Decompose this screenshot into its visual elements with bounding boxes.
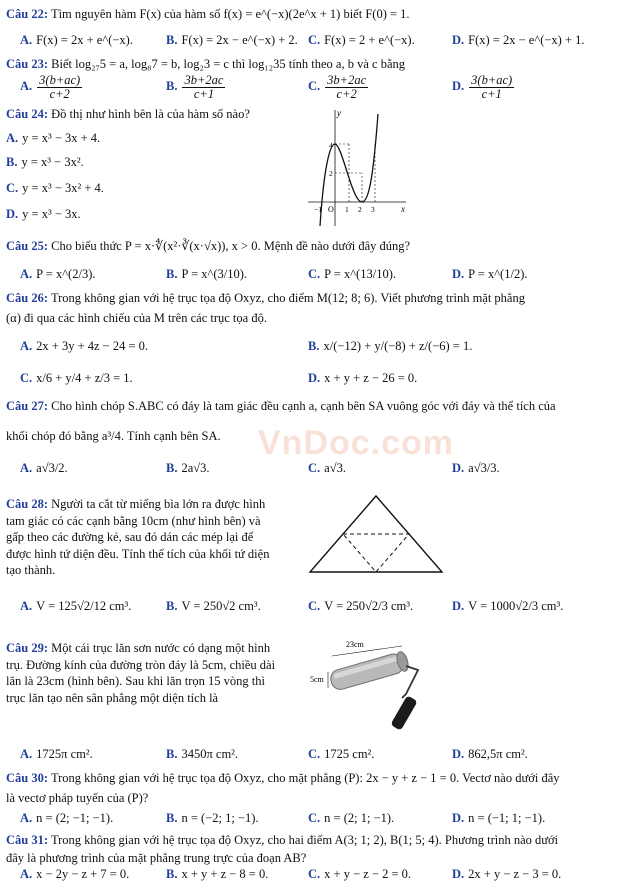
q23-option-a[interactable]: A. $\frac{3(b+ac)}{c+2}$ [20,73,81,101]
question-26 [6,290,525,306]
question-31 [6,832,558,848]
question-27-stem-2: khối chóp đó bằng a³/4. Tính cạnh bên SA. [6,429,221,443]
q28-triangle-figure [306,494,446,576]
q25-option-c[interactable]: C. P = x^(13/10). [308,267,396,281]
question-31-label: Câu 31: [6,833,49,847]
q25-option-b[interactable]: B. P = x^(3/10). [166,267,248,281]
question-23-stem: Biết log₂₇5 = a, log₈7 = b, log₂3 = c thì log₁₂35 tính theo a, b và c bằng [51,57,406,71]
question-25-label: Câu 25: [6,239,49,253]
q29-option-a[interactable]: A. 1725π cm². [20,747,93,761]
q31-option-c[interactable]: C. x + y − z − 2 = 0. [308,867,412,881]
q27-option-b[interactable]: B. 2a√3. [166,461,210,475]
question-23-label: Câu 23: [6,57,49,71]
q24-option-d[interactable]: D. y = x³ − 3x. [6,207,81,221]
question-31-stem-1: Trong không gian với hệ trục tọa độ Oxyz, cho hai điểm A(3; 1; 2), B(1; 5; 4). Phương trình nào dưới [50,833,559,847]
question-28-label: Câu 28: [6,497,49,511]
q29-option-c[interactable]: C. 1725 cm². [308,747,375,761]
question-28 [6,496,278,579]
question-24-label: Câu 24: [6,107,49,121]
graph-y-label: y [337,108,341,118]
question-27-stem-1: Cho hình chóp S.ABC có đáy là tam giác đều cạnh a, cạnh bên SA vuông góc với đáy và thể tích của [51,399,556,413]
question-26-label: Câu 26: [6,291,49,305]
q30-option-c[interactable]: C. n = (2; 1; −1). [308,811,395,825]
question-28-stem: Người ta cắt từ miếng bìa lớn ra được hình tam giác có các cạnh bằng 10cm (như hình bên) và gấp theo các đường kẻ, sau đó dán các mép lại để được hình tứ diện đều. Tính thể tích của khối tứ diện tạo thành. [6,497,270,577]
q22-option-a[interactable]: A. F(x) = 2x + e^(−x). [20,33,133,47]
q25-option-d[interactable]: D. P = x^(1/2). [452,267,528,281]
q27-option-a[interactable]: A. a√3/2. [20,461,68,475]
question-30-stem-2: là vectơ pháp tuyến của (P)? [6,791,149,805]
tick-x-3: 3 [371,205,375,214]
outer-triangle [310,496,442,572]
question-29-label: Câu 29: [6,641,49,655]
q23-option-b[interactable]: B. $\frac{3b+2ac}{c+1}$ [166,73,224,101]
question-27-label: Câu 27: [6,399,49,413]
q24-option-c[interactable]: C. y = x³ − 3x² + 4. [6,181,104,195]
q29-paint-roller-figure [306,636,446,732]
fold-lines [343,534,409,572]
question-31-stem-2: đây là phương trình của mặt phẳng trung trực của đoạn AB? [6,851,307,865]
q25-option-a[interactable]: A. P = x^(2/3). [20,267,96,281]
roller-length-label: 23cm [346,640,364,649]
question-22-stem: Tìm nguyên hàm F(x) của hàm số f(x) = e^(−x)(2e^x + 1) biết F(0) = 1. [50,7,410,21]
graph-origin: O [328,205,334,214]
q31-option-d[interactable]: D. 2x + y − z − 3 = 0. [452,867,562,881]
tick-x-neg1: −1 [314,205,322,214]
question-23 [6,56,405,72]
q27-option-c[interactable]: C. a√3. [308,461,346,475]
q29-option-b[interactable]: B. 3450π cm². [166,747,239,761]
tick-y-2: 2 [329,169,333,178]
question-22 [6,6,410,22]
question-29 [6,640,278,706]
question-30 [6,770,560,786]
question-26-stem-1: Trong không gian với hệ trục tọa độ Oxyz, cho điểm M(12; 8; 6). Viết phương trình mặt phẳng [50,291,525,305]
q26-option-a[interactable]: A. 2x + 3y + 4z − 24 = 0. [20,339,149,353]
q28-option-b[interactable]: B. V = 250√2 cm³. [166,599,261,613]
q24-option-a[interactable]: A. y = x³ − 3x + 4. [6,131,101,145]
roller-diameter-label: 5cm [310,675,324,684]
q27-option-d[interactable]: D. a√3/3. [452,461,500,475]
question-24 [6,106,250,122]
q31-option-b[interactable]: B. x + y + z − 8 = 0. [166,867,269,881]
q23-option-d[interactable]: D. $\frac{3(b+ac)}{c+1}$ [452,73,513,101]
q29-option-d[interactable]: D. 862,5π cm². [452,747,528,761]
q28-option-a[interactable]: A. V = 125√2/12 cm³. [20,599,132,613]
q30-option-a[interactable]: A. n = (2; −1; −1). [20,811,114,825]
roller-handle [390,695,417,730]
graph-x-label: x [401,204,405,214]
question-29-stem: Một cái trục lăn sơn nước có dạng một hình trụ. Đường kính của đường tròn đáy là 5cm, chiều dài lăn là 23cm (hình bên). Sau khi lăn trọn 15 vòng thì trục lăn tạo nên sân phẳng một diện tích là [6,641,276,705]
q28-option-d[interactable]: D. V = 1000√2/3 cm³. [452,599,564,613]
q22-option-d[interactable]: D. F(x) = 2x − e^(−x) + 1. [452,33,585,47]
question-25 [6,238,410,254]
q28-option-c[interactable]: C. V = 250√2/3 cm³. [308,599,414,613]
tick-y-4: 4 [329,141,333,150]
question-22-label: Câu 22: [6,7,49,21]
q24-option-b[interactable]: B. y = x³ − 3x². [6,155,84,169]
question-30-label: Câu 30: [6,771,49,785]
q23-option-c[interactable]: C. $\frac{3b+2ac}{c+2}$ [308,73,367,101]
tick-x-2: 2 [358,205,362,214]
q30-option-b[interactable]: B. n = (−2; 1; −1). [166,811,259,825]
watermark: VnDoc.com [258,424,455,462]
q26-option-b[interactable]: B. x/(−12) + y/(−8) + z/(−6) = 1. [308,339,473,353]
question-25-stem: Cho biểu thức P = x·∜(x²·∛(x·√x)), x > 0. Mệnh đề nào dưới đây đúng? [51,239,411,253]
q22-option-c[interactable]: C. F(x) = 2 + e^(−x). [308,33,415,47]
question-30-stem-1: Trong không gian với hệ trục tọa độ Oxyz, cho mặt phẳng (P): 2x − y + z − 1 = 0. Vectơ nào dưới đây [50,771,560,785]
q31-option-a[interactable]: A. x − 2y − z + 7 = 0. [20,867,130,881]
q26-option-d[interactable]: D. x + y + z − 26 = 0. [308,371,418,385]
question-24-stem: Đồ thị như hình bên là của hàm số nào? [51,107,250,121]
tick-x-1: 1 [345,205,349,214]
q22-option-b[interactable]: B. F(x) = 2x − e^(−x) + 2. [166,33,298,47]
q30-option-d[interactable]: D. n = (−1; 1; −1). [452,811,546,825]
question-26-stem-2: (α) đi qua các hình chiếu của M trên các trục tọa độ. [6,311,267,325]
question-27 [6,398,556,414]
q24-graph [306,106,410,230]
q26-option-c[interactable]: C. x/6 + y/4 + z/3 = 1. [20,371,133,385]
